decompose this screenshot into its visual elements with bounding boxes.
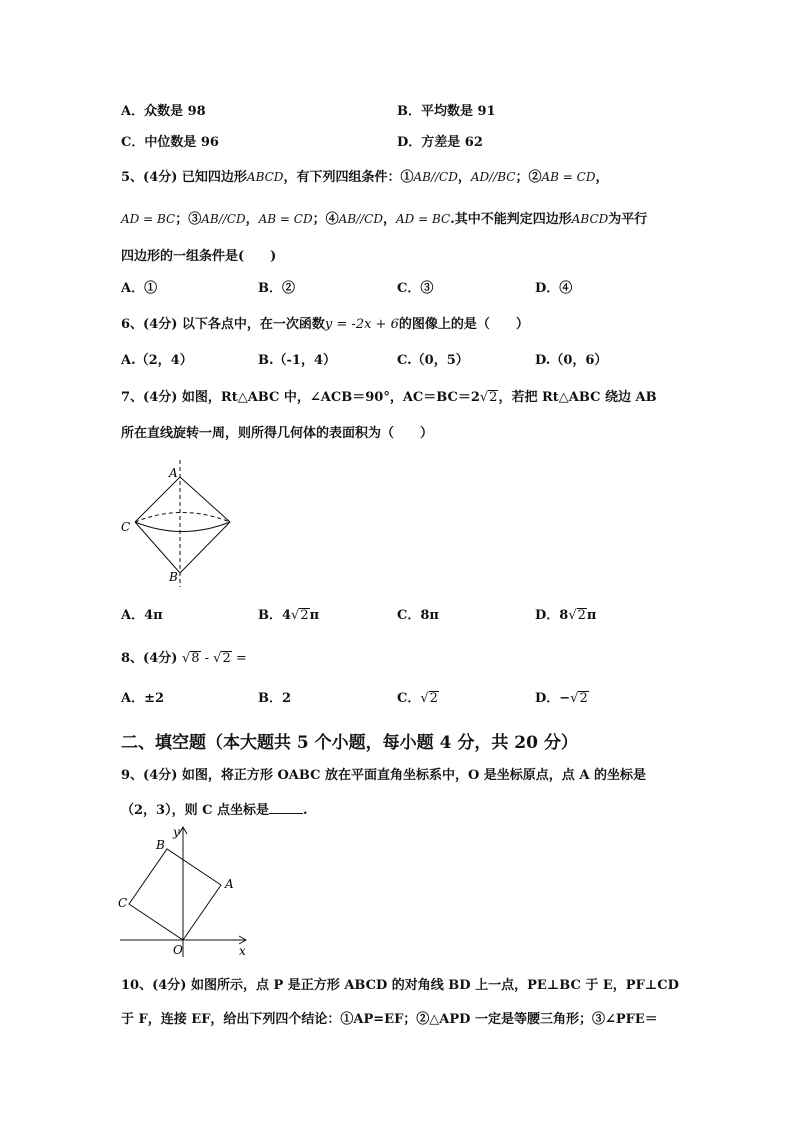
q9-label-o: O (173, 943, 183, 957)
q6-option-c: C.（0，5） (397, 353, 469, 368)
section-2-heading: 二、填空题（本大题共 5 个小题，每小题 4 分，共 20 分） (121, 733, 578, 753)
q7-option-d: D．8√2π (535, 608, 597, 623)
q5-line-3: 四边形的一组条件是( ) (121, 249, 277, 264)
q5-line-1: 5、(4分) 已知四边形ABCD，有下列四组条件：①AB//CD，AD//BC；②AB = CD， (121, 170, 609, 185)
q8-option-c: C．√2 (397, 691, 438, 706)
q4-option-a: A．众数是 98 (121, 104, 206, 119)
q7-line-2: 所在直线旋转一周，则所得几何体的表面积为（ ） (121, 426, 434, 441)
q10-line-2: 于 F，连接 EF，给出下列四个结论：①AP=EF；②△APD 一定是等腰三角形；③∠PFE＝ (121, 1012, 658, 1027)
q6-option-d: D.（0，6） (535, 353, 608, 368)
q8-option-a: A．±2 (121, 691, 165, 706)
q5-option-c: C．③ (397, 281, 434, 296)
q9-label-a: A (225, 877, 234, 891)
q8-option-d: D．−√2 (535, 691, 588, 706)
q7-option-b: B．4√2π (258, 608, 320, 623)
q5-option-a: A．① (121, 281, 158, 296)
q9-label-x: x (239, 944, 246, 958)
q4-option-c: C．中位数是 96 (121, 135, 219, 150)
q9-label-y: y (173, 825, 180, 839)
q9-line-2: （2，3），则 C 点坐标是 . (121, 803, 308, 818)
q6-option-b: B.（-1，4） (258, 353, 337, 368)
q9-answer-blank[interactable] (269, 801, 303, 814)
q7-option-c: C．8π (397, 608, 439, 623)
q8-option-b: B．2 (258, 691, 292, 706)
q7-cone-figure (115, 455, 245, 595)
q7-label-b: B (169, 570, 178, 584)
q9-label-b: B (156, 838, 165, 852)
q6-stem: 6、(4分) 以下各点中，在一次函数y = -2x + 6的图像上的是（ ） (121, 317, 529, 332)
q10-line-1: 10、(4分) 如图所示，点 P 是正方形 ABCD 的对角线 BD 上一点，PE⊥BC 于 E，PF⊥CD (121, 978, 679, 993)
q5-abcd-2: ABCD (571, 212, 609, 226)
q7-label-c: C (121, 520, 131, 534)
q4-option-b: B．平均数是 91 (397, 104, 496, 119)
q9-square-figure (115, 822, 255, 962)
q7-line-1: 7、(4分) 如图，Rt△ABC 中，∠ACB＝90°，AC＝BC＝2√2，若把 Rt△ABC 绕边 AB (121, 390, 657, 405)
q6-option-a: A.（2，4） (121, 353, 193, 368)
q9-line-1: 9、(4分) 如图，将正方形 OABC 放在平面直角坐标系中，O 是坐标原点，点 A 的坐标是 (121, 768, 646, 783)
q7-option-a: A．4π (121, 608, 163, 623)
q7-label-a: A (169, 466, 178, 480)
q8-stem: 8、(4分) √8 - √2 = (121, 651, 247, 666)
q4-option-d: D．方差是 62 (397, 135, 483, 150)
q9-label-c: C (118, 896, 128, 910)
q5-option-d: D．④ (535, 281, 573, 296)
q5-line-2: AD = BC；③AB//CD，AB = CD；④AB//CD，AD = BC.其中不能判定四边形ABCD为平行 (121, 212, 648, 227)
q5-option-b: B．② (258, 281, 295, 296)
